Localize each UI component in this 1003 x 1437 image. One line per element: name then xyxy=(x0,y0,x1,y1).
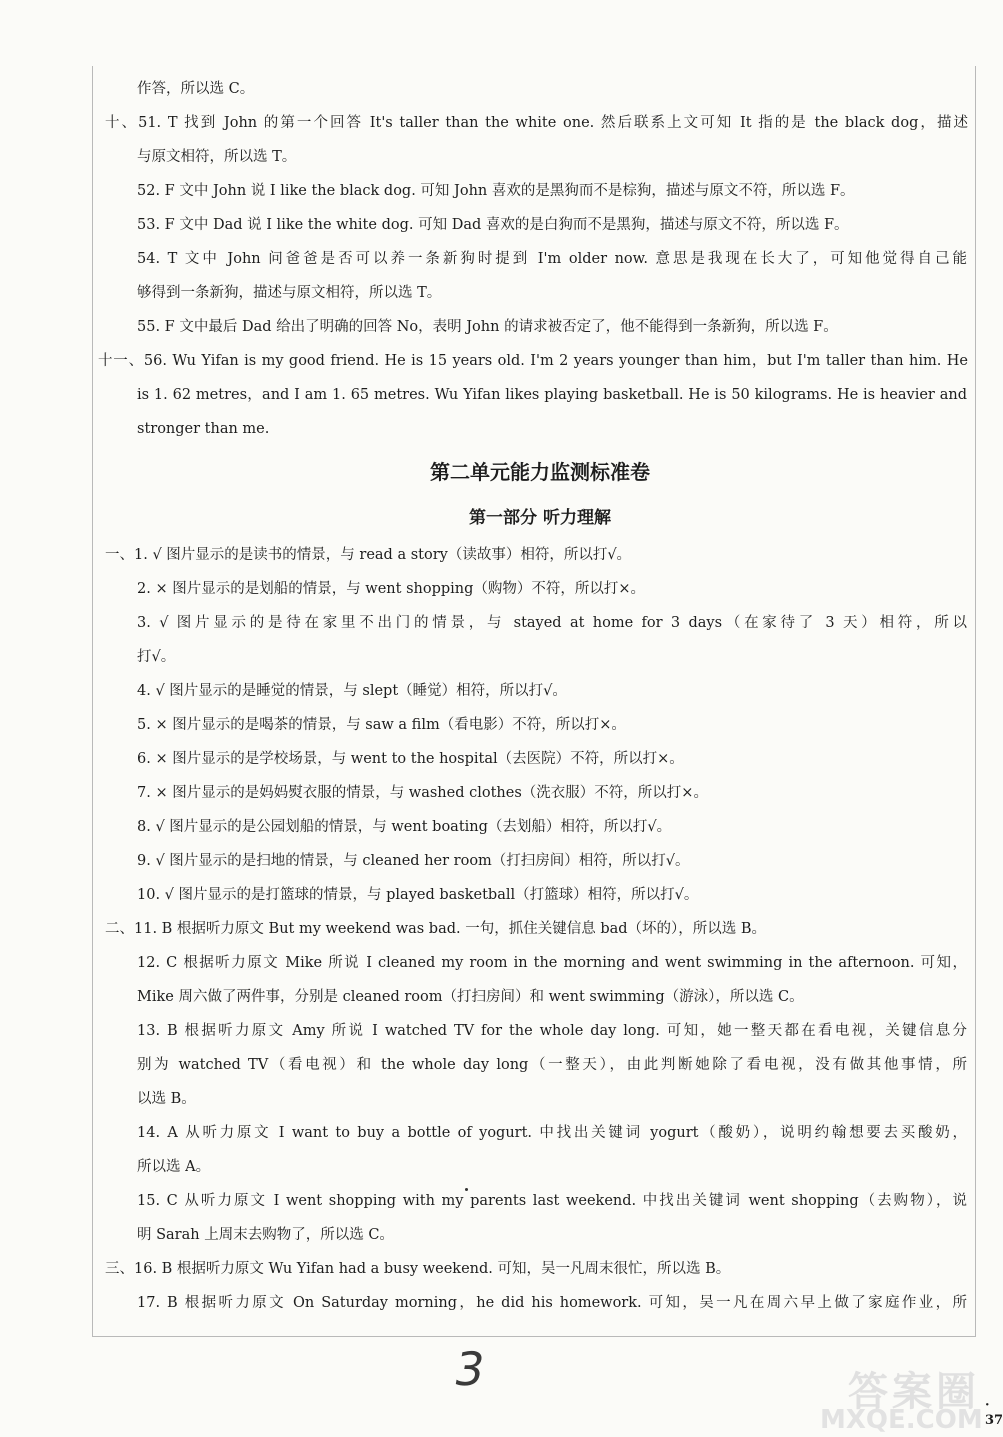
text-line: 十一、56. Wu Yifan is my good friend. He is 15 years old. I'm 2 years younger than him，but I'm taller than him. He xyxy=(98,353,968,369)
stray-dot xyxy=(465,1188,468,1191)
text-line: 与原文相符，所以选 T。 xyxy=(137,149,297,165)
text-line: 以选 B。 xyxy=(137,1091,196,1107)
text-line: 9. √ 图片显示的是扫地的情景，与 cleaned her room（打扫房间）相符，所以打√。 xyxy=(137,853,690,869)
text-line: 够得到一条新狗，描述与原文相符，所以选 T。 xyxy=(137,285,442,301)
text-line: 54. T 文中 John 问爸爸是否可以养一条新狗时提到 I'm older now. 意思是我现在长大了，可知他觉得自己能 xyxy=(137,251,967,267)
text-line: 明 Sarah 上周末去购物了，所以选 C。 xyxy=(137,1227,394,1243)
watermark-logo: 答案圈 xyxy=(848,1369,980,1415)
text-line: 4. √ 图片显示的是睡觉的情景，与 slept（睡觉）相符，所以打√。 xyxy=(137,683,567,699)
text-line: Mike 周六做了两件事，分别是 cleaned room（打扫房间）和 went swimming（游泳），所以选 C。 xyxy=(137,989,804,1005)
text-line: 13. B 根据听力原文 Amy 所说 I watched TV for the whole day long. 可知，她一整天都在看电视，关键信息分 xyxy=(137,1023,967,1039)
watermark-url: MXQE.COM xyxy=(820,1405,983,1435)
text-line: 三、16. B 根据听力原文 Wu Yifan had a busy weekend. 可知，吴一凡周末很忙，所以选 B。 xyxy=(105,1261,731,1277)
text-line: 别为 watched TV（看电视）和 the whole day long（一整天），由此判断她除了看电视，没有做其他事情，所 xyxy=(137,1057,967,1073)
text-line: 二、11. B 根据听力原文 But my weekend was bad. 一句，抓住关键信息 bad（坏的），所以选 B。 xyxy=(105,921,767,937)
text-line: 2. × 图片显示的是划船的情景，与 went shopping（购物）不符，所以打×。 xyxy=(137,581,646,597)
text-line: 7. × 图片显示的是妈妈熨衣服的情景，与 washed clothes（洗衣服）不符，所以打×。 xyxy=(137,785,708,801)
text-line: stronger than me. xyxy=(137,421,270,437)
text-line: 3. √ 图片显示的是待在家里不出门的情景，与 stayed at home for 3 days（在家待了 3 天）相符，所以 xyxy=(137,615,967,631)
text-line: 作答，所以选 C。 xyxy=(137,81,255,97)
text-line: is 1. 62 metres，and I am 1. 65 metres. Wu Yifan likes playing basketball. He is 50 kilograms. He is heavier and xyxy=(137,387,967,403)
text-line: 一、1. √ 图片显示的是读书的情景，与 read a story（读故事）相符，所以打√。 xyxy=(105,547,632,563)
text-line: 17. B 根据听力原文 On Saturday morning，he did his homework. 可知，吴一凡在周六早上做了家庭作业，所 xyxy=(137,1295,967,1311)
handwritten-page-number: 3 xyxy=(450,1342,490,1396)
text-line: 52. F 文中 John 说 I like the black dog. 可知 John 喜欢的是黑狗而不是棕狗，描述与原文不符，所以选 F。 xyxy=(137,183,855,199)
text-line: 14. A 从听力原文 I want to buy a bottle of yogurt. 中找出关键词 yogurt（酸奶），说明约翰想要去买酸奶， xyxy=(137,1125,967,1141)
answer-block-unit1 xyxy=(0,72,1000,446)
text-line: 53. F 文中 Dad 说 I like the white dog. 可知 Dad 喜欢的是白狗而不是黑狗，描述与原文不符，所以选 F。 xyxy=(137,217,849,233)
text-line: 12. C 根据听力原文 Mike 所说 I cleaned my room in the morning and went swimming in the afternoon. 可知， xyxy=(137,955,967,971)
text-line: 打√。 xyxy=(137,649,176,665)
page-number: · 37 xyxy=(985,1398,1003,1428)
answer-block-unit2 xyxy=(0,538,1000,1320)
text-line: 十、51. T 找到 John 的第一个回答 It's taller than the white one. 然后联系上文可知 It 指的是 the black dog，描述 xyxy=(105,115,968,131)
text-line: 5. × 图片显示的是喝茶的情景，与 saw a film（看电影）不符，所以打×。 xyxy=(137,717,626,733)
text-line: 15. C 从听力原文 I went shopping with my parents last weekend. 中找出关键词 went shopping（去购物），说 xyxy=(137,1193,967,1209)
text-line: 所以选 A。 xyxy=(137,1159,211,1175)
document-body xyxy=(0,72,1000,1320)
text-line: 10. √ 图片显示的是打篮球的情景，与 played basketball（打篮球）相符，所以打√。 xyxy=(137,887,699,903)
text-line: 6. × 图片显示的是学校场景，与 went to the hospital（去医院）不符，所以打×。 xyxy=(137,751,684,767)
text-line: 55. F 文中最后 Dad 给出了明确的回答 No，表明 John 的请求被否定了，他不能得到一条新狗，所以选 F。 xyxy=(137,319,838,335)
section-subtitle: 第一部分 听力理解 xyxy=(469,508,611,528)
text-line: 8. √ 图片显示的是公园划船的情景，与 went boating（去划船）相符，所以打√。 xyxy=(137,819,672,835)
section-title: 第二单元能力监测标准卷 xyxy=(430,460,650,484)
